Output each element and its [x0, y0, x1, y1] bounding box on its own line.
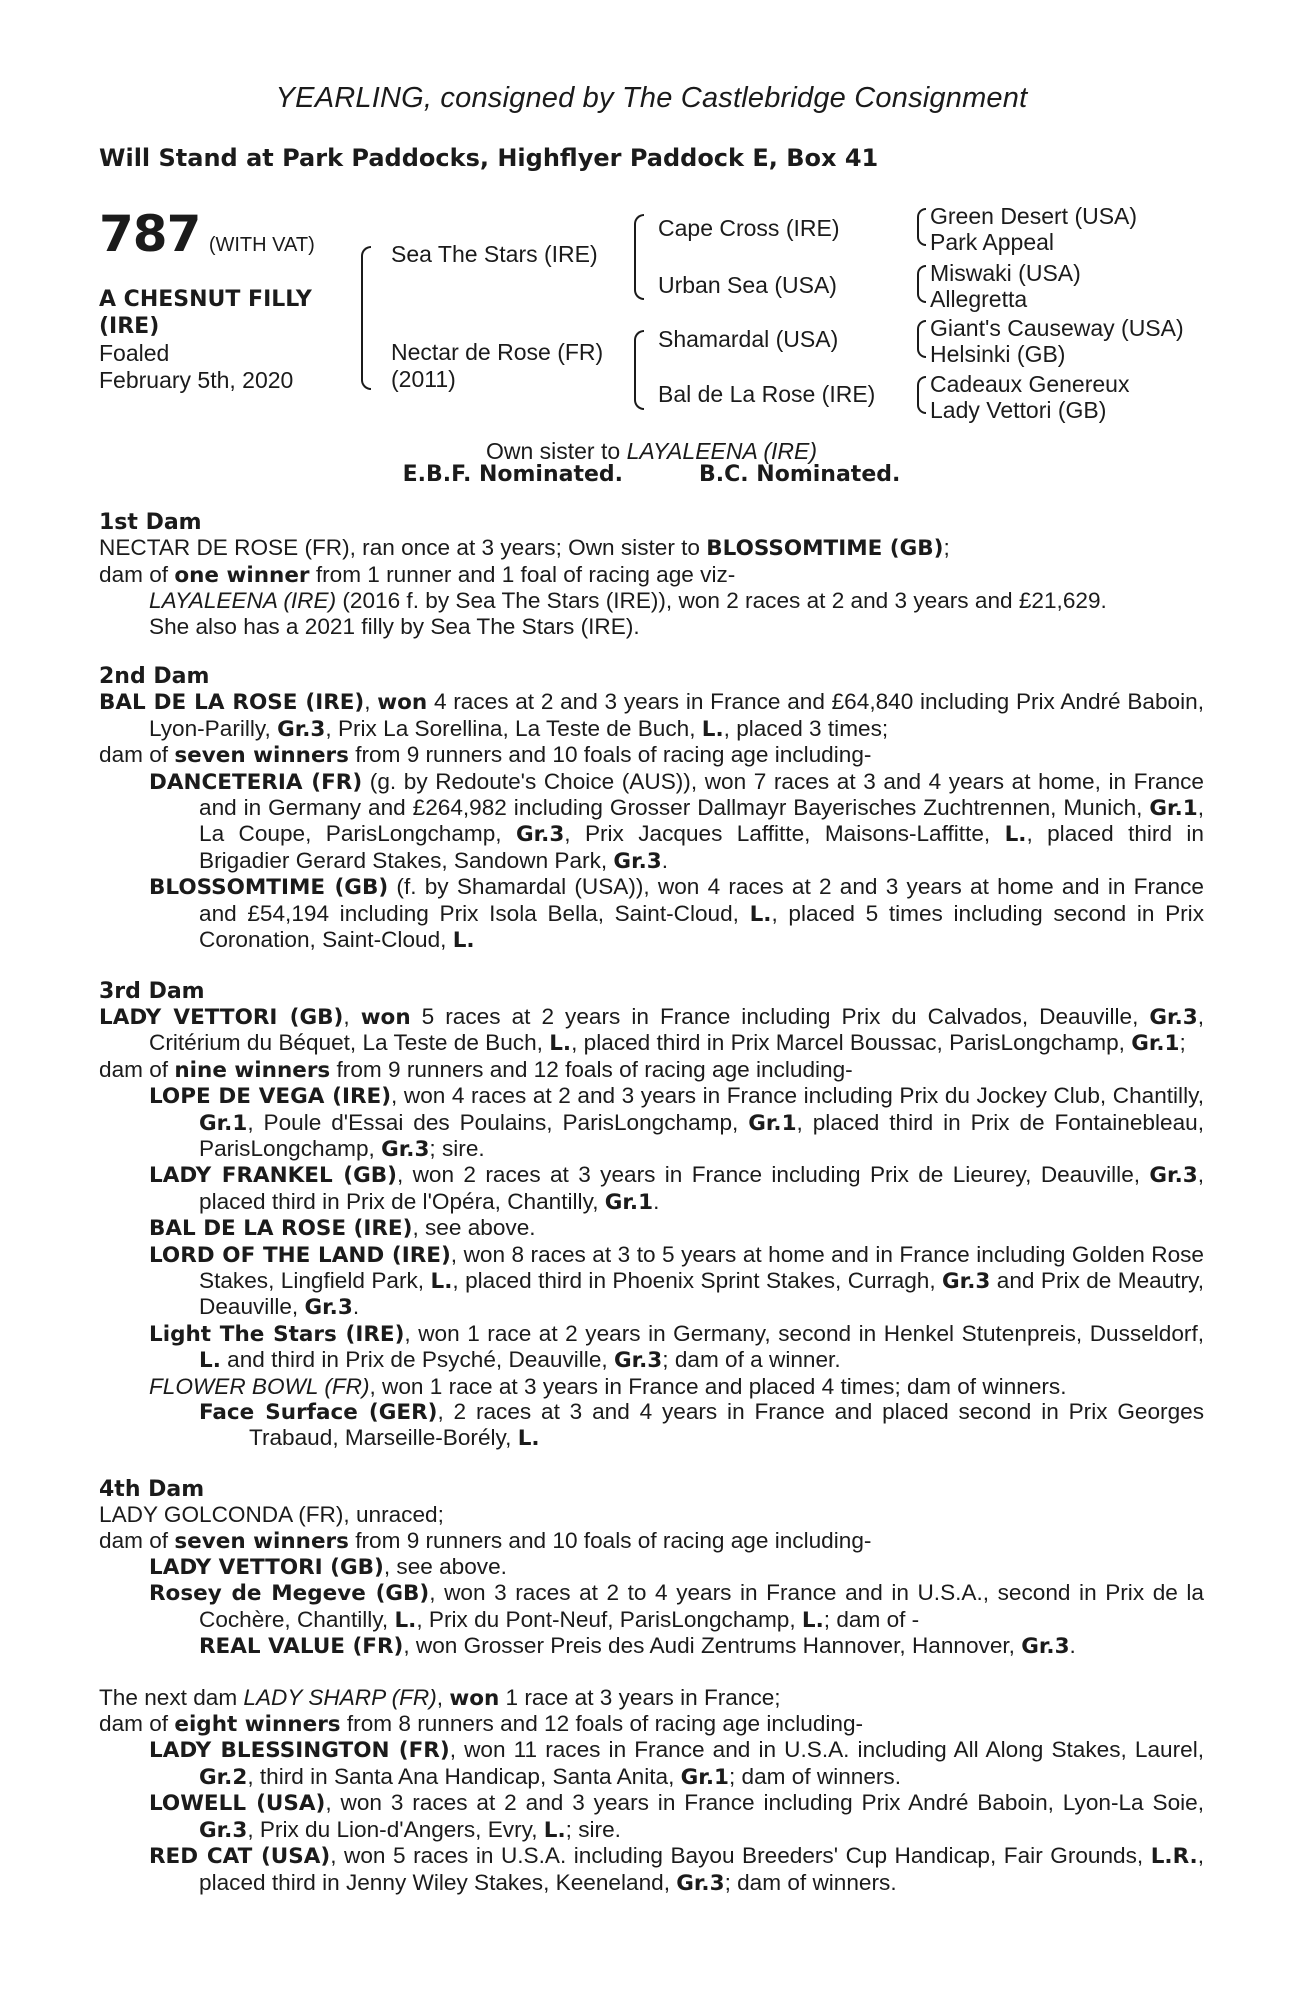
text-run: and third in Prix de Psyché, Deauville, [220, 1347, 614, 1373]
bold-text: L. [701, 716, 724, 742]
bold-text: Gr.3 [515, 822, 565, 848]
bold-text: L. [199, 1348, 221, 1374]
text-run: ; [1179, 1030, 1186, 1056]
pedigree-dds: Cadeaux Genereux [930, 371, 1130, 397]
vat-label: (WITH VAT) [208, 234, 315, 256]
text-run: , Prix Jacques Laffitte, Maisons-Laffitte, [564, 821, 1005, 847]
produce-entry [99, 1790, 1204, 1843]
text-run: ; [943, 535, 950, 561]
text-run: dam of [99, 561, 175, 587]
text-run: , placed third in Prix de l'Opéra, Chantilly, [199, 1162, 1204, 1214]
text-run: . [352, 1294, 360, 1320]
produce-entry [99, 1633, 1204, 1659]
text-run: , Critérium du Béquet, La Teste de Buch, [149, 1003, 1204, 1056]
bold-text: won [360, 1004, 411, 1030]
lot-number: 787 [99, 205, 201, 263]
text-run: , placed 3 times; [723, 715, 889, 741]
text-run: , won Grosser Preis des Audi Zentrums Hannover, Hannover, [403, 1633, 1022, 1659]
text-run: , Poule d'Essai des Poulains, ParisLongchamp, [247, 1109, 749, 1135]
bold-text: L. [801, 1607, 824, 1633]
section-title: 3rd Dam [99, 978, 205, 1004]
produce-record [99, 510, 1204, 1896]
bold-text: L. [549, 1031, 572, 1057]
pedigree-brace [634, 214, 644, 300]
section-spacer [99, 1660, 1204, 1685]
text-run: , third in Santa Ana Handicap, Santa Anita, [247, 1763, 681, 1789]
bold-text: LOPE DE VEGA (IRE) [149, 1084, 392, 1110]
produce-entry [99, 1242, 1204, 1321]
text-run: (2016 f. by Sea The Stars (IRE)), won 2 races at 2 and 3 years and £21,629. [336, 588, 1107, 614]
section-title: 2nd Dam [99, 664, 210, 690]
bold-text: RED CAT (USA) [149, 1844, 331, 1870]
bold-text: L. [452, 928, 475, 954]
pedigree-ds: Shamardal (USA) [658, 326, 839, 352]
bold-text: BLOSSOMTIME (GB) [706, 536, 944, 562]
bold-text: REAL VALUE (FR) [199, 1634, 404, 1660]
text-run: (f. by Shamardal (USA)), won 4 races at 2 and 3 years at home and in France and £54,194 including Prix Isola Bella, Saint-Cloud, [199, 874, 1204, 926]
text-run: , won 5 races in U.S.A. including Bayou Breeders' Cup Handicap, Fair Grounds, [330, 1843, 1151, 1869]
bold-text: DANCETERIA (FR) [149, 769, 363, 795]
text-run: , see above. [383, 1554, 507, 1580]
pedigree-ssd: Park Appeal [930, 229, 1055, 255]
dam-line [99, 689, 1204, 742]
text-run: , placed third in Prix de Fontainebleau, ParisLongchamp, [199, 1109, 1204, 1161]
text-run: dam of [99, 1056, 175, 1082]
bold-text: LADY FRANKEL (GB) [149, 1163, 397, 1189]
produce-entry [99, 1215, 1204, 1241]
produce-entry [99, 1843, 1204, 1896]
bold-text: LADY VETTORI (GB) [99, 1004, 344, 1030]
text-run: , Prix La Sorellina, La Teste de Buch, [325, 715, 702, 741]
text-run: , won 3 races at 2 to 4 years in France and in U.S.A., second in Prix de la Cochère, Chantilly, [199, 1580, 1204, 1632]
produce-entry [99, 1162, 1204, 1215]
pedigree-brace [917, 208, 926, 246]
horse-country: (IRE) [99, 314, 160, 339]
produce-entry [99, 1374, 1204, 1399]
bold-text: Gr.3 [381, 1136, 430, 1162]
text-run: . [653, 1188, 660, 1214]
text-run: ; sire. [565, 1816, 621, 1842]
text-run: The next dam [99, 1684, 244, 1710]
text-run: ; dam of - [823, 1606, 920, 1632]
section-spacer [99, 1452, 1204, 1477]
text-run: , placed third in Prix Marcel Boussac, ParisLongchamp, [571, 1030, 1132, 1056]
nominations [99, 462, 1204, 487]
text-run: , won 1 race at 2 years in Germany, second in Henkel Stutenpreis, Dusseldorf, [404, 1320, 1204, 1346]
horse-summary [99, 286, 312, 394]
text-run: dam of [99, 742, 175, 768]
section-spacer [99, 954, 1204, 979]
bold-text: Gr.3 [304, 1295, 353, 1321]
horse-name: A CHESNUT FILLY [99, 287, 312, 312]
dam-line [99, 1685, 1204, 1711]
produce-entry [99, 1737, 1204, 1790]
bold-text: BAL DE LA ROSE (IRE) [99, 690, 365, 716]
bold-text: L. [430, 1268, 453, 1294]
text-run: from 9 runners and 10 foals of racing age including- [348, 742, 872, 768]
pedigree-sss: Green Desert (USA) [930, 203, 1138, 229]
text-run: ; dam of a winner. [662, 1347, 841, 1373]
produce-entry [99, 1554, 1204, 1580]
text-run: ; dam of winners. [728, 1763, 902, 1789]
bold-text: L.R. [1150, 1844, 1198, 1870]
dam-of-line [99, 1057, 1204, 1083]
lot-description: YEARLING, consigned by The Castlebridge Consignment [275, 82, 1028, 114]
bold-text: L. [543, 1817, 566, 1843]
bold-text: Gr.3 [199, 1817, 248, 1843]
dam-line: LADY GOLCONDA (FR), unraced; [99, 1502, 444, 1528]
text-run: , La Coupe, ParisLongchamp, [199, 795, 1204, 847]
text-run: , placed 5 times including second in Prix Coronation, Saint-Cloud, [199, 900, 1204, 953]
bold-text: Gr.2 [199, 1764, 248, 1790]
text-run: , [436, 1684, 450, 1710]
text-run: , Prix du Pont-Neuf, ParisLongchamp, [416, 1606, 802, 1632]
bold-text: Gr.3 [1149, 1004, 1198, 1030]
italic-text: LADY SHARP (FR) [243, 1684, 437, 1710]
produce-entry [99, 1083, 1204, 1162]
produce-entry: She also has a 2021 filly by Sea The Stars (IRE). [149, 613, 640, 639]
own-sister-note [99, 438, 1204, 465]
pedigree-brace [917, 376, 926, 414]
bold-text: Gr.3 [1149, 1163, 1198, 1189]
bold-text: L. [517, 1426, 540, 1452]
text-run: , [343, 1003, 361, 1029]
produce-entry [99, 769, 1204, 875]
bold-text: Gr.3 [277, 716, 326, 742]
bold-text: Gr.1 [1149, 796, 1198, 822]
text-run: from 1 runner and 1 foal of racing age viz- [309, 561, 736, 587]
produce-entry [99, 1399, 1204, 1452]
section-title: 4th Dam [99, 1476, 205, 1502]
bold-text: BAL DE LA ROSE (IRE) [149, 1216, 413, 1242]
bold-text: LADY BLESSINGTON (FR) [149, 1738, 450, 1764]
pedigree-sdd: Allegretta [930, 286, 1028, 312]
pedigree-ss: Cape Cross (IRE) [658, 215, 840, 241]
text-run: from 9 runners and 12 foals of racing age including- [330, 1056, 853, 1082]
dam-line [99, 1004, 1204, 1057]
text-run: 4 races at 2 and 3 years in France and £64,840 including Prix André Baboin, Lyon-Parilly, [149, 689, 1204, 741]
text-run: ; dam of winners. [724, 1869, 897, 1895]
text-run: , [364, 689, 378, 715]
bold-text: LORD OF THE LAND (IRE) [149, 1242, 451, 1268]
text-run: ; sire. [429, 1135, 485, 1161]
bold-text: L. [749, 901, 772, 927]
text-run: NECTAR DE ROSE (FR), ran once at 3 years; Own sister to [99, 535, 707, 561]
own-sister-name: LAYALEENA (IRE) [626, 438, 818, 464]
bold-text: Gr.3 [676, 1870, 725, 1896]
ebf-nominated: E.B.F. Nominated. [402, 462, 624, 487]
bold-text: Gr.3 [1021, 1634, 1070, 1660]
italic-text: FLOWER BOWL (FR) [149, 1373, 370, 1399]
own-sister-prefix: Own sister to [485, 438, 627, 464]
text-run: dam of [99, 1527, 175, 1553]
stand-location: Will Stand at Park Paddocks, Highflyer Paddock E, Box 41 [99, 144, 879, 172]
produce-entry [99, 588, 1204, 613]
text-run: (g. by Redoute's Choice (AUS)), won 7 races at 3 and 4 years at home, in France and in Germany and £264,982 including Grosser Dallmayr Bayerisches Zuchtrennen, Munich, [199, 768, 1204, 821]
pedigree-dam: Nectar de Rose (FR) [391, 339, 604, 365]
text-run: , won 4 races at 2 and 3 years in France including Prix du Jockey Club, Chantilly, [391, 1083, 1204, 1109]
pedigree-sds: Miswaki (USA) [930, 260, 1081, 286]
produce-entry [99, 1321, 1204, 1374]
bc-nominated: B.C. Nominated. [699, 462, 901, 487]
bold-text: Gr.3 [613, 848, 662, 874]
text-run: and Prix de Meautry, Deauville, [199, 1267, 1204, 1320]
bold-text: Gr.3 [613, 1348, 663, 1374]
lot-number-block [99, 205, 315, 263]
bold-text: won [449, 1685, 500, 1711]
text-run: , placed third in Phoenix Sprint Stakes, Curragh, [452, 1267, 943, 1293]
bold-text: won [377, 690, 428, 716]
pedigree-brace [361, 246, 371, 390]
pedigree-dss: Giant's Causeway (USA) [930, 315, 1184, 341]
pedigree-sire: Sea The Stars (IRE) [391, 241, 598, 267]
dam-of-line [99, 1528, 1204, 1554]
text-run: from 8 runners and 12 foals of racing age including- [340, 1711, 864, 1737]
produce-entry [99, 1580, 1204, 1633]
text-run: , 2 races at 3 and 4 years in France and placed second in Prix Georges Trabaud, Marseille-Borély, [249, 1399, 1205, 1451]
bold-text: nine winners [174, 1057, 331, 1083]
foaled-label: Foaled [99, 340, 170, 366]
text-run: , placed third in Jenny Wiley Stakes, Keeneland, [199, 1843, 1204, 1895]
text-run: , won 8 races at 3 to 5 years at home and in France including Golden Rose Stakes, Lingfield Park, [199, 1241, 1204, 1293]
bold-text: LADY VETTORI (GB) [149, 1555, 384, 1581]
italic-text: LAYALEENA (IRE) [149, 588, 337, 614]
bold-text: LOWELL (USA) [149, 1791, 326, 1817]
section-spacer [99, 639, 1204, 664]
bold-text: Face Surface (GER) [199, 1400, 438, 1425]
bold-text: Light The Stars (IRE) [149, 1321, 405, 1347]
text-run: , placed third in Brigadier Gerard Stakes, Sandown Park, [199, 821, 1204, 873]
text-run: 1 race at 3 years in France; [499, 1684, 781, 1710]
bold-text: eight winners [174, 1712, 341, 1738]
pedigree-ddd: Lady Vettori (GB) [930, 397, 1107, 423]
bold-text: Gr.1 [1131, 1031, 1180, 1057]
pedigree-brace [634, 330, 644, 410]
section-title: 1st Dam [99, 510, 202, 535]
text-run: , see above. [412, 1215, 536, 1241]
bold-text: Gr.1 [199, 1110, 248, 1136]
pedigree-brace [917, 320, 926, 358]
bold-text: L. [394, 1607, 417, 1633]
text-run: . [661, 847, 669, 873]
text-run: , won 3 races at 2 and 3 years in France including Prix André Baboin, Lyon-La Soie, [325, 1790, 1204, 1816]
bold-text: Gr.1 [604, 1189, 654, 1215]
bold-text: Gr.1 [680, 1764, 729, 1790]
bold-text: seven winners [174, 1528, 349, 1554]
text-run: from 9 runners and 10 foals of racing age including- [348, 1527, 872, 1553]
dam-of-line [99, 1711, 1204, 1737]
bold-text: BLOSSOMTIME (GB) [149, 875, 389, 901]
foaled-date: February 5th, 2020 [99, 367, 294, 393]
text-run: 5 races at 2 years in France including Prix du Calvados, Deauville, [410, 1003, 1150, 1029]
bold-text: seven winners [174, 743, 349, 769]
text-run: , won 2 races at 3 years in France including Prix de Lieurey, Deauville, [396, 1162, 1150, 1188]
bold-text: Gr.3 [942, 1268, 991, 1294]
text-run: , won 11 races in France and in U.S.A. including All Along Stakes, Laurel, [449, 1737, 1204, 1763]
bold-text: Rosey de Megeve (GB) [149, 1581, 430, 1607]
pedigree-sd: Urban Sea (USA) [658, 272, 837, 298]
text-run: . [1069, 1633, 1076, 1659]
dam-line [99, 535, 1204, 561]
dam-of-line [99, 562, 1204, 588]
pedigree-dam-year: (2011) [391, 366, 456, 392]
bold-text: one winner [174, 562, 310, 588]
produce-entry [99, 874, 1204, 953]
dam-of-line [99, 742, 1204, 768]
bold-text: Gr.1 [748, 1110, 797, 1136]
text-run: , won 1 race at 3 years in France and placed 4 times; dam of winners. [369, 1373, 1067, 1399]
text-run: dam of [99, 1711, 175, 1737]
bold-text: L. [1004, 822, 1027, 848]
pedigree-dd: Bal de La Rose (IRE) [658, 381, 876, 407]
pedigree-brace [917, 265, 926, 303]
text-run: , Prix du Lion-d'Angers, Evry, [247, 1816, 544, 1842]
pedigree-dsd: Helsinki (GB) [930, 341, 1066, 367]
